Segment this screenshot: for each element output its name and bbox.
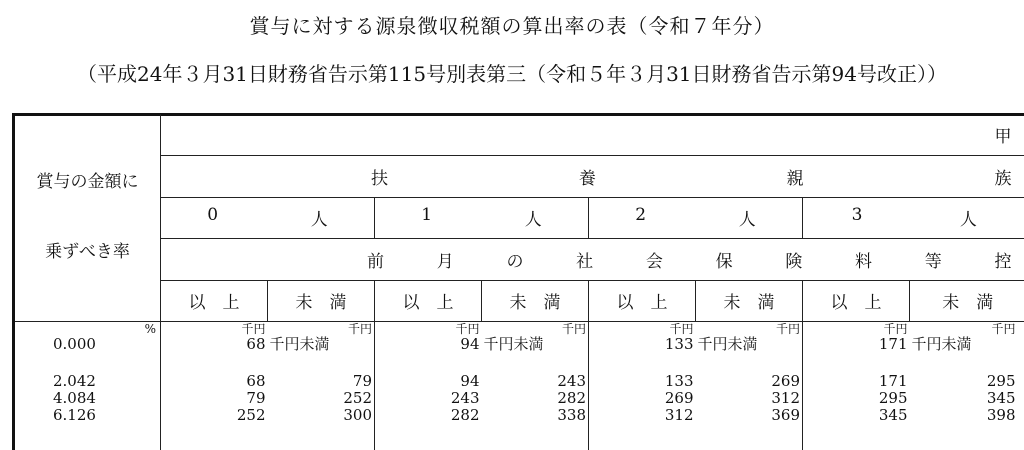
header-deduction bbox=[161, 247, 1024, 272]
rate-value: 6.126 bbox=[53, 405, 96, 424]
ijo-label: 以 上 bbox=[375, 280, 482, 321]
header-row-range bbox=[14, 280, 1024, 321]
header-fuyou-char: 親 bbox=[786, 168, 804, 189]
count-2-person bbox=[589, 205, 802, 230]
header-fuyou-char: 族 bbox=[994, 168, 1012, 189]
deduction-char: 月 bbox=[436, 251, 454, 272]
deduction-char: 前 bbox=[367, 251, 384, 272]
header-fuyou-char: 養 bbox=[578, 168, 596, 189]
percent-unit: % bbox=[144, 321, 156, 336]
count-1-person bbox=[375, 205, 588, 230]
miman-label: 未 満 bbox=[482, 280, 589, 321]
cell-value: 269 bbox=[771, 371, 800, 390]
rate-value: 2.042 bbox=[53, 371, 96, 390]
ijo-label: 以 上 bbox=[161, 280, 268, 321]
cell-value: 68 bbox=[246, 371, 266, 390]
rate-column bbox=[14, 321, 161, 450]
unit-label: 千円 bbox=[883, 321, 908, 336]
cell-value: 252 bbox=[343, 388, 372, 407]
cell-value: 369 bbox=[771, 405, 800, 424]
ijo-label: 以 上 bbox=[589, 280, 696, 321]
miman-label: 未 満 bbox=[696, 280, 803, 321]
unit-label: 千円 bbox=[991, 321, 1016, 336]
unit-label: 千円 bbox=[561, 321, 586, 336]
cell-value: 千円未満 bbox=[911, 334, 972, 353]
cell-value: 345 bbox=[986, 388, 1016, 407]
header-fuyou bbox=[161, 164, 1024, 189]
deduction-char: 料 bbox=[855, 251, 873, 272]
left-header-line-2: 乗ずべき率 bbox=[45, 242, 130, 263]
left-header-line-1: 賞与の金額に bbox=[36, 172, 139, 193]
cell-value: 300 bbox=[343, 405, 372, 424]
col-2-miman bbox=[696, 321, 803, 450]
cell-value: 171 bbox=[878, 334, 908, 353]
count-number: 3 bbox=[851, 205, 863, 225]
cell-value: 243 bbox=[557, 371, 586, 390]
cell-value: 94 bbox=[460, 334, 480, 353]
header-kou: 甲 bbox=[161, 114, 1024, 155]
deduction-char: 控 bbox=[994, 251, 1012, 272]
cell-value: 133 bbox=[664, 371, 694, 390]
unit-label: 千円 bbox=[455, 321, 480, 336]
deduction-char: 険 bbox=[785, 251, 803, 272]
count-number: 0 bbox=[207, 205, 219, 225]
cell-value: 171 bbox=[878, 371, 908, 390]
unit-label: 千円 bbox=[669, 321, 694, 336]
col-3-ijo bbox=[803, 321, 910, 450]
count-number: 1 bbox=[421, 205, 433, 225]
count-unit: 人 bbox=[738, 210, 756, 230]
page-subtitle: （平成24年３月31日財務省告示第115号別表第三（令和５年３月31日財務省告示第94号改正）） bbox=[77, 62, 947, 86]
count-number: 2 bbox=[635, 205, 647, 225]
cell-value: 94 bbox=[460, 371, 480, 390]
deduction-char: 社 bbox=[576, 251, 594, 272]
cell-value: 282 bbox=[450, 405, 480, 424]
count-0-person bbox=[161, 205, 374, 230]
unit-label: 千円 bbox=[347, 321, 372, 336]
count-unit: 人 bbox=[524, 210, 542, 230]
rate-value: 4.084 bbox=[53, 388, 96, 407]
header-row-counts bbox=[14, 197, 1024, 238]
col-0-ijo bbox=[161, 321, 268, 450]
left-header bbox=[14, 114, 161, 321]
cell-value: 千円未満 bbox=[697, 334, 758, 353]
cell-value: 338 bbox=[557, 405, 586, 424]
header-row-deduction bbox=[14, 238, 1024, 280]
page-title: 賞与に対する源泉徴収税額の算出率の表（令和７年分） bbox=[249, 14, 775, 38]
col-1-miman bbox=[482, 321, 589, 450]
deduction-char: 会 bbox=[645, 251, 663, 272]
count-unit: 人 bbox=[959, 210, 977, 230]
header-row-kou bbox=[14, 114, 1024, 155]
header-fuyou-char: 扶 bbox=[371, 168, 388, 189]
count-unit: 人 bbox=[310, 210, 328, 230]
miman-label: 未 満 bbox=[910, 280, 1024, 321]
deduction-char: 保 bbox=[715, 251, 733, 272]
cell-value: 68 bbox=[246, 334, 266, 353]
rate-value: 0.000 bbox=[53, 334, 96, 353]
cell-value: 312 bbox=[771, 388, 800, 407]
data-body-row bbox=[14, 321, 1024, 450]
cell-value: 295 bbox=[878, 388, 908, 407]
cell-value: 千円未満 bbox=[269, 334, 330, 353]
cell-value: 312 bbox=[664, 405, 694, 424]
col-0-miman bbox=[268, 321, 375, 450]
miman-label: 未 満 bbox=[268, 280, 375, 321]
col-2-ijo bbox=[589, 321, 696, 450]
cell-value: 282 bbox=[557, 388, 586, 407]
cell-value: 79 bbox=[246, 388, 266, 407]
count-3-person bbox=[803, 205, 1024, 230]
col-3-miman bbox=[910, 321, 1024, 450]
cell-value: 79 bbox=[352, 371, 372, 390]
tax-rate-table bbox=[12, 114, 1024, 450]
deduction-char: の bbox=[506, 251, 524, 272]
cell-value: 295 bbox=[986, 371, 1016, 390]
col-1-ijo bbox=[375, 321, 482, 450]
header-row-fuyou bbox=[14, 155, 1024, 197]
cell-value: 千円未満 bbox=[483, 334, 544, 353]
cell-value: 133 bbox=[664, 334, 694, 353]
cell-value: 252 bbox=[236, 405, 266, 424]
deduction-char: 等 bbox=[924, 251, 942, 272]
ijo-label: 以 上 bbox=[803, 280, 910, 321]
cell-value: 398 bbox=[986, 405, 1016, 424]
unit-label: 千円 bbox=[241, 321, 266, 336]
cell-value: 269 bbox=[664, 388, 694, 407]
unit-label: 千円 bbox=[775, 321, 800, 336]
cell-value: 243 bbox=[450, 388, 480, 407]
cell-value: 345 bbox=[878, 405, 908, 424]
